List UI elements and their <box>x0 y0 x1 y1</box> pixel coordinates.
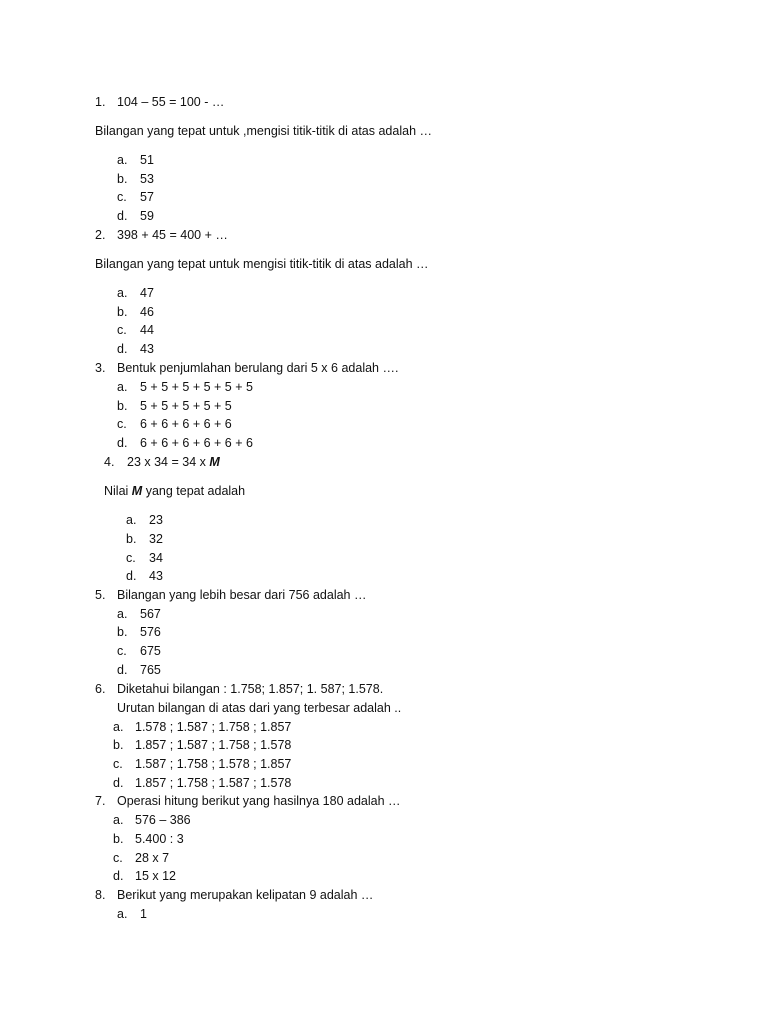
option-label: a. <box>113 720 124 734</box>
option-text: 1.587 ; 1.758 ; 1.578 ; 1.857 <box>135 757 292 771</box>
option-text: 675 <box>140 644 161 658</box>
question-text: Operasi hitung berikut yang hasilnya 180 adalah … <box>117 794 401 808</box>
option-label: b. <box>117 625 128 639</box>
option-text: 567 <box>140 607 161 621</box>
option-text: 5 + 5 + 5 + 5 + 5 + 5 <box>140 380 253 394</box>
variable-m: M <box>209 455 220 469</box>
option-label: b. <box>117 305 128 319</box>
option-label: c. <box>117 190 127 204</box>
option-label: d. <box>117 342 128 356</box>
option-text: 15 x 12 <box>135 869 177 883</box>
option-label: a. <box>113 813 124 827</box>
option-label: a. <box>117 607 128 621</box>
question-number: 4. <box>104 455 115 469</box>
option-text: 5.400 : 3 <box>135 832 184 846</box>
option-text: 1.578 ; 1.587 ; 1.758 ; 1.857 <box>135 720 292 734</box>
option-label: d. <box>117 209 128 223</box>
option-text: 765 <box>140 663 161 677</box>
option-text: 1.857 ; 1.758 ; 1.587 ; 1.578 <box>135 776 292 790</box>
option-label: d. <box>126 569 137 583</box>
question-text: 398 + 45 = 400 + … <box>117 228 228 242</box>
option-text: 6 + 6 + 6 + 6 + 6 <box>140 417 232 431</box>
question-text-line-2: Urutan bilangan di atas dari yang terbesar adalah .. <box>117 701 402 715</box>
option-label: b. <box>117 399 128 413</box>
option-label: a. <box>117 380 128 394</box>
question-number: 7. <box>95 794 106 808</box>
option-label: d. <box>113 776 124 790</box>
option-label: c. <box>126 551 136 565</box>
option-text: 1 <box>140 907 147 921</box>
question-text-main: 23 x 34 = 34 x <box>127 455 210 469</box>
question-text: Diketahui bilangan : 1.758; 1.857; 1. 587; 1.578. <box>117 682 384 696</box>
option-text: 6 + 6 + 6 + 6 + 6 + 6 <box>140 436 253 450</box>
option-text: 34 <box>149 551 163 565</box>
option-text: 46 <box>140 305 154 319</box>
question-number: 5. <box>95 588 106 602</box>
option-text: 44 <box>140 323 154 337</box>
option-label: a. <box>117 286 128 300</box>
option-label: b. <box>117 172 128 186</box>
question-text <box>127 455 220 470</box>
option-label: c. <box>113 757 123 771</box>
question-number: 2. <box>95 228 106 242</box>
option-label: b. <box>113 832 124 846</box>
question-prompt <box>104 484 245 499</box>
question-text: Bentuk penjumlahan berulang dari 5 x 6 adalah …. <box>117 361 399 375</box>
question-number: 8. <box>95 888 106 902</box>
question-number: 6. <box>95 682 106 696</box>
option-text: 576 – 386 <box>135 813 191 827</box>
question-prompt: Bilangan yang tepat untuk ,mengisi titik-titik di atas adalah … <box>95 124 432 138</box>
option-label: d. <box>113 869 124 883</box>
question-prompt: Bilangan yang tepat untuk mengisi titik-titik di atas adalah … <box>95 257 429 271</box>
question-text: 104 – 55 = 100 - … <box>117 95 225 109</box>
prompt-pre: Nilai <box>104 484 132 498</box>
option-label: b. <box>126 532 137 546</box>
question-number: 1. <box>95 95 106 109</box>
option-text: 28 x 7 <box>135 851 170 865</box>
option-text: 57 <box>140 190 154 204</box>
option-label: c. <box>117 323 127 337</box>
option-text: 53 <box>140 172 154 186</box>
option-label: a. <box>117 907 128 921</box>
option-text: 576 <box>140 625 161 639</box>
option-label: a. <box>126 513 137 527</box>
option-label: d. <box>117 436 128 450</box>
option-text: 5 + 5 + 5 + 5 + 5 <box>140 399 232 413</box>
option-label: c. <box>117 417 127 431</box>
prompt-post: yang tepat adalah <box>142 484 246 498</box>
option-text: 59 <box>140 209 154 223</box>
question-text: Bilangan yang lebih besar dari 756 adalah … <box>117 588 367 602</box>
option-text: 51 <box>140 153 154 167</box>
option-text: 1.857 ; 1.587 ; 1.758 ; 1.578 <box>135 738 292 752</box>
option-text: 32 <box>149 532 163 546</box>
question-number: 3. <box>95 361 106 375</box>
option-label: c. <box>113 851 123 865</box>
option-label: a. <box>117 153 128 167</box>
option-text: 43 <box>140 342 154 356</box>
option-text: 23 <box>149 513 163 527</box>
question-text: Berikut yang merupakan kelipatan 9 adalah … <box>117 888 374 902</box>
option-label: b. <box>113 738 124 752</box>
variable-m: M <box>131 484 143 498</box>
option-text: 43 <box>149 569 163 583</box>
option-text: 47 <box>140 286 154 300</box>
option-label: c. <box>117 644 127 658</box>
option-label: d. <box>117 663 128 677</box>
